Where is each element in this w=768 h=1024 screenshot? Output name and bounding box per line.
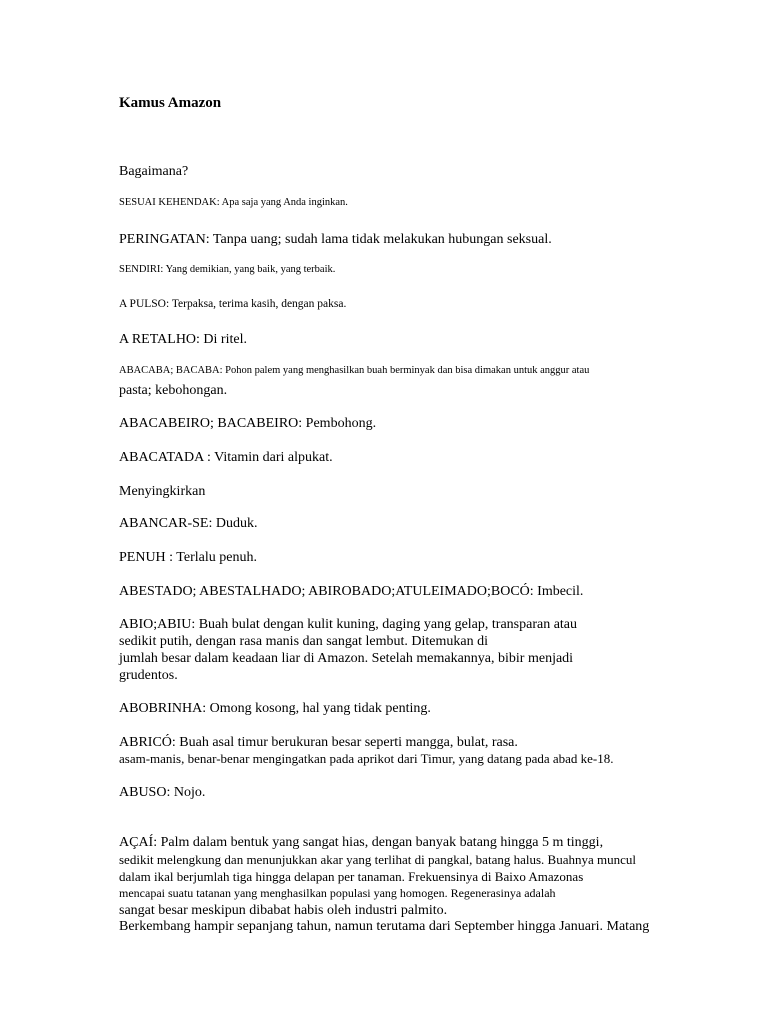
text-line: Menyingkirkan (119, 484, 206, 499)
document-title: Kamus Amazon (119, 95, 222, 111)
text-line: ABIO;ABIU: Buah bulat dengan kulit kuning, daging yang gelap, transparan atau (119, 617, 578, 632)
text-line: AÇAÍ: Palm dalam bentuk yang sangat hias, dengan banyak batang hingga 5 m tinggi, (119, 835, 604, 850)
text-line: pasta; kebohongan. (119, 383, 228, 398)
text-line: sedikit putih, dengan rasa manis dan sangat lembut. Ditemukan di (119, 634, 488, 649)
text-line: Berkembang hampir sepanjang tahun, namun terutama dari September hingga Januari. Matang (119, 919, 650, 934)
text-line: PENUH : Terlalu penuh. (119, 550, 257, 565)
text-line: A RETALHO: Di ritel. (119, 332, 247, 347)
text-line: asam-manis, benar-benar mengingatkan pada aprikot dari Timur, yang datang pada abad ke-18. (119, 751, 614, 766)
text-line: SENDIRI: Yang demikian, yang baik, yang terbaik. (119, 264, 336, 275)
text-line: grudentos. (119, 668, 178, 683)
text-line: PERINGATAN: Tanpa uang; sudah lama tidak melakukan hubungan seksual. (119, 232, 552, 247)
text-line: Bagaimana? (119, 164, 189, 179)
text-line: ABACATADA : Vitamin dari alpukat. (119, 450, 333, 465)
text-line: mencapai suatu tatanan yang menghasilkan populasi yang homogen. Regenerasinya adalah (119, 886, 556, 900)
text-line: sedikit melengkung dan menunjukkan akar yang terlihat di pangkal, batang halus. Buahnya muncul (119, 852, 636, 867)
text-line: SESUAI KEHENDAK: Apa saja yang Anda inginkan. (119, 197, 348, 208)
text-line: ABACABEIRO; BACABEIRO: Pembohong. (119, 416, 377, 431)
text-line: dalam ikal berjumlah tiga hingga delapan per tanaman. Frekuensinya di Baixo Amazonas (119, 869, 584, 884)
text-line: ABUSO: Nojo. (119, 785, 206, 800)
text-line: ABESTADO; ABESTALHADO; ABIROBADO;ATULEIMADO;BOCÓ: Imbecil. (119, 584, 584, 599)
text-line: jumlah besar dalam keadaan liar di Amazon. Setelah memakannya, bibir menjadi (119, 651, 574, 666)
text-line: sangat besar meskipun dibabat habis oleh industri palmito. (119, 903, 448, 918)
text-line: ABOBRINHA: Omong kosong, hal yang tidak penting. (119, 701, 431, 716)
text-line: ABACABA; BACABA: Pohon palem yang menghasilkan buah berminyak dan bisa dimakan untuk anggur atau (119, 365, 590, 376)
text-line: A PULSO: Terpaksa, terima kasih, dengan paksa. (119, 298, 347, 310)
text-line: ABANCAR-SE: Duduk. (119, 516, 258, 531)
text-line: ABRICÓ: Buah asal timur berukuran besar seperti mangga, bulat, rasa. (119, 735, 518, 750)
